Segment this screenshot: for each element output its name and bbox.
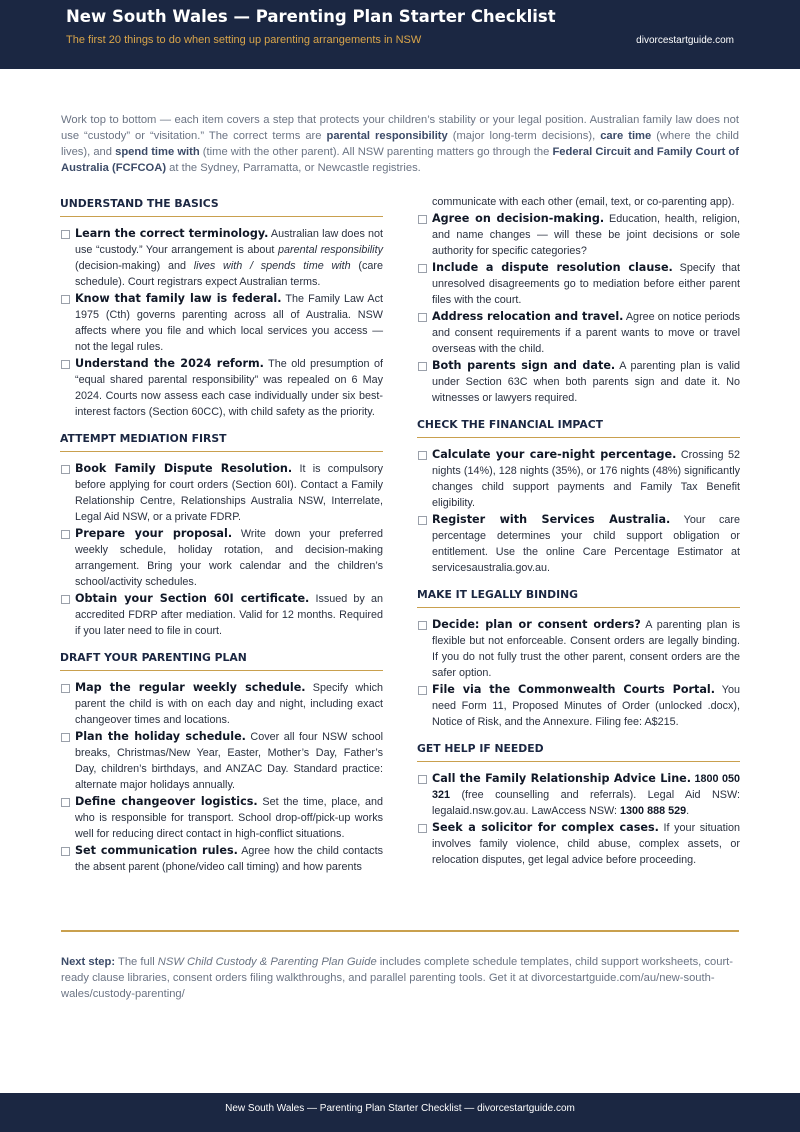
checkbox[interactable] (61, 798, 70, 807)
item-title: Agree on decision-making. (432, 212, 605, 225)
item-text: Education, health, religion, and name changes — will these be joint decisions or sole authority for specific categories? (432, 213, 741, 257)
item-text: You need Form 11, Proposed Minutes of Order (unlocked .docx), Notice of Risk, and the Annexure. Filing fee: A$215. (432, 684, 741, 728)
site-url: divorcestartguide.com (636, 35, 734, 46)
section-heading-basics: UNDERSTAND THE BASICS (60, 194, 383, 217)
item-title: Define changeover logistics. (75, 795, 258, 808)
item-title: File via the Commonwealth Courts Portal. (432, 683, 716, 696)
item-text: Set the time, place, and who is responsible for transport. School drop-off/pick-up works well for reducing direct contact in high-conflict situations. (75, 796, 384, 840)
item-text: Specify that unresolved disagreements go to mediation before either parent files with the court. (432, 262, 740, 306)
checklist-item (417, 820, 740, 868)
item-text: If your situation involves family violence, child abuse, complex assets, or relocation disputes, get legal advice before proceeding. (432, 822, 741, 866)
item-continuation: communicate with each other (email, text, or co-parenting app). (432, 196, 735, 208)
item-title: Include a dispute resolution clause. (432, 261, 673, 274)
item-title: Plan the holiday schedule. (75, 730, 246, 743)
item-title: Both parents sign and date. (432, 359, 616, 372)
checkbox[interactable] (418, 621, 427, 630)
item-text: Specify which parent the child is with on each day and night, including exact changeover times and locations. (75, 682, 383, 726)
item-title: Obtain your Section 60I certificate. (75, 592, 310, 605)
checkbox[interactable] (418, 451, 427, 460)
next-step-text: includes complete schedule templates, child support worksheets, court-ready clause libraries, consent orders filing walkthroughs, and parallel parenting tools. Get it at divorcestartguide.com/au/new-south-wales/custody-parenting/ (61, 956, 733, 1000)
checkbox[interactable] (61, 530, 70, 539)
item-text: (care schedule). Court registrars expect Australian terms. (75, 260, 383, 288)
section-heading-help: GET HELP IF NEEDED (417, 739, 740, 762)
checkbox[interactable] (418, 824, 427, 833)
checklist-item (417, 617, 740, 681)
item-text: Australian law does not use “custody.” Your arrangement is about (75, 228, 384, 256)
checkbox[interactable] (418, 686, 427, 695)
item-title: Learn the correct terminology. (75, 227, 269, 240)
item-title: Prepare your proposal. (75, 527, 233, 540)
checklist-item (417, 358, 740, 406)
checkbox[interactable] (61, 360, 70, 369)
term-care-time: care time (600, 130, 652, 142)
next-step-paragraph (61, 954, 739, 1002)
item-title: Call the Family Relationship Advice Line. (432, 772, 692, 785)
checkbox[interactable] (418, 362, 427, 371)
section-heading-legal: MAKE IT LEGALLY BINDING (417, 585, 740, 608)
item-text: Write down your preferred weekly schedule, holiday rotation, and decision-making arrangement. Bring your work calendar and the children’s school/activity schedules. (75, 528, 383, 588)
checklist-item (417, 309, 740, 357)
checkbox[interactable] (418, 264, 427, 273)
item-text: Agree how the child contacts the absent parent (phone/video call timing) and how parents (75, 845, 383, 873)
item-title: Understand the 2024 reform. (75, 357, 264, 370)
checkbox[interactable] (61, 684, 70, 693)
section-heading-mediation: ATTEMPT MEDIATION FIRST (60, 429, 383, 452)
footer-text: New South Wales — Parenting Plan Starter Checklist — divorcestartguide.com (225, 1103, 575, 1114)
checkbox[interactable] (61, 465, 70, 474)
checklist-item (417, 447, 740, 511)
next-step-label: Next step: (61, 956, 116, 968)
item-title: Book Family Dispute Resolution. (75, 462, 293, 475)
item-text: Issued by an accredited FDRP after mediation. Valid for 12 months. Required if you later need to file in court. (75, 593, 383, 637)
section-heading-draft: DRAFT YOUR PARENTING PLAN (60, 648, 383, 671)
phone-number: 1800 050 321 (432, 773, 740, 801)
item-title: Register with Services Australia. (432, 513, 671, 526)
checklist-item (60, 680, 383, 728)
item-text: The old presumption of “equal shared parental responsibility” was repealed on 6 May 2024. Courts now assess each case individually under six best-interest factors (Section 60CC), with child safety as the priority. (75, 358, 383, 418)
item-text: Crossing 52 nights (14%), 128 nights (35%), or 176 nights (48%) significantly changes child support payments and Family Tax Benefit eligibility. (432, 449, 740, 509)
checklist-item (60, 356, 383, 420)
phone-number: 1300 888 529 (620, 805, 687, 817)
checklist-item (60, 461, 383, 525)
checklist-item (417, 211, 740, 259)
intro-text: Work top to bottom — each item covers a step that protects your children’s stability or your legal position. Australian family law does not use “custody” or “visitation.” The correct terms are (61, 114, 739, 142)
checklist-item (60, 843, 383, 875)
checkbox[interactable] (61, 595, 70, 604)
checkbox[interactable] (418, 313, 427, 322)
item-title: Decide: plan or consent orders? (432, 618, 641, 631)
checkbox[interactable] (61, 733, 70, 742)
page-footer (0, 1093, 800, 1132)
intro-text: at the Sydney, Parramatta, or Newcastle registries. (166, 162, 421, 174)
page-header (0, 0, 800, 69)
item-title: Know that family law is federal. (75, 292, 282, 305)
item-text: . (686, 805, 690, 817)
section-heading-financial: CHECK THE FINANCIAL IMPACT (417, 415, 740, 438)
next-step-text: The full (115, 956, 158, 968)
left-column (60, 194, 383, 876)
checklist-item (60, 794, 383, 842)
checklist-item (60, 591, 383, 639)
item-title: Seek a solicitor for complex cases. (432, 821, 659, 834)
term-fcfcoa: Federal Circuit and Family Court of Australia (FCFCOA) (61, 146, 739, 174)
checkbox[interactable] (61, 295, 70, 304)
right-column (417, 194, 740, 869)
checklist-item (60, 226, 383, 290)
checklist-item (417, 260, 740, 308)
checklist-item (417, 771, 740, 819)
item-text: Your care percentage determines your child support obligation or entitlement. Use the online Care Percentage Estimator at servicesaustralia.gov.au. (432, 514, 740, 574)
checklist-item (60, 291, 383, 355)
guide-title: NSW Child Custody & Parenting Plan Guide (157, 956, 377, 968)
checkbox[interactable] (418, 215, 427, 224)
item-text: It is compulsory before applying for court orders (Section 60I). Contact a Family Relationship Centre, Relationships Australia NSW, Interrelate, Legal Aid NSW, or a private FDRP. (75, 463, 384, 523)
item-text: Cover all four NSW school breaks, Christmas/New Year, Easter, Mother’s Day, Father’s Day, children’s birthdays, and ANZAC Day. Standard practice: alternate major holidays annually. (75, 731, 384, 791)
item-text: A parenting plan is flexible but not enforceable. Consent orders are legally binding. If you do not fully trust the other parent, consent orders are the safer option. (432, 619, 740, 679)
checkbox[interactable] (418, 775, 427, 784)
checkbox[interactable] (61, 230, 70, 239)
page-title: New South Wales — Parenting Plan Starter Checklist (66, 7, 556, 26)
item-text: The Family Law Act 1975 (Cth) governs parenting across all of Australia. NSW affects where you file and which local services you access — not the legal rules. (75, 293, 383, 353)
item-term: lives with / spends time with (193, 260, 351, 272)
item-title: Set communication rules. (75, 844, 238, 857)
checklist-item (417, 682, 740, 730)
item-title: Address relocation and travel. (432, 310, 624, 323)
checklist-item (417, 512, 740, 576)
checkbox[interactable] (61, 847, 70, 856)
item-text: (free counselling and referrals). Legal Aid NSW: legalaid.nsw.gov.au. LawAccess NSW: (432, 789, 740, 817)
item-title: Calculate your care-night percentage. (432, 448, 677, 461)
item-text: (decision-making) and (75, 260, 194, 272)
intro-paragraph (61, 112, 739, 176)
page-subtitle: The first 20 things to do when setting up parenting arrangements in NSW (66, 34, 422, 46)
item-term: parental responsibility (278, 244, 383, 256)
item-text: A parenting plan is valid under Section 63C when both parents sign and date it. No witnesses or lawyers required. (432, 360, 740, 404)
intro-text: (major long-term decisions), (447, 130, 601, 142)
item-text: Agree on notice periods and consent requirements if a parent wants to move or travel overseas with the child. (432, 311, 740, 355)
term-spend-time-with: spend time with (115, 146, 200, 158)
term-parental-responsibility: parental responsibility (326, 130, 448, 142)
checklist-item (60, 729, 383, 793)
checklist-item (60, 526, 383, 590)
intro-text: (time with the other parent). All NSW parenting matters go through the (199, 146, 553, 158)
item-title: Map the regular weekly schedule. (75, 681, 306, 694)
intro-text: (where the child lives), and (61, 130, 739, 158)
checkbox[interactable] (418, 516, 427, 525)
divider (61, 930, 739, 932)
